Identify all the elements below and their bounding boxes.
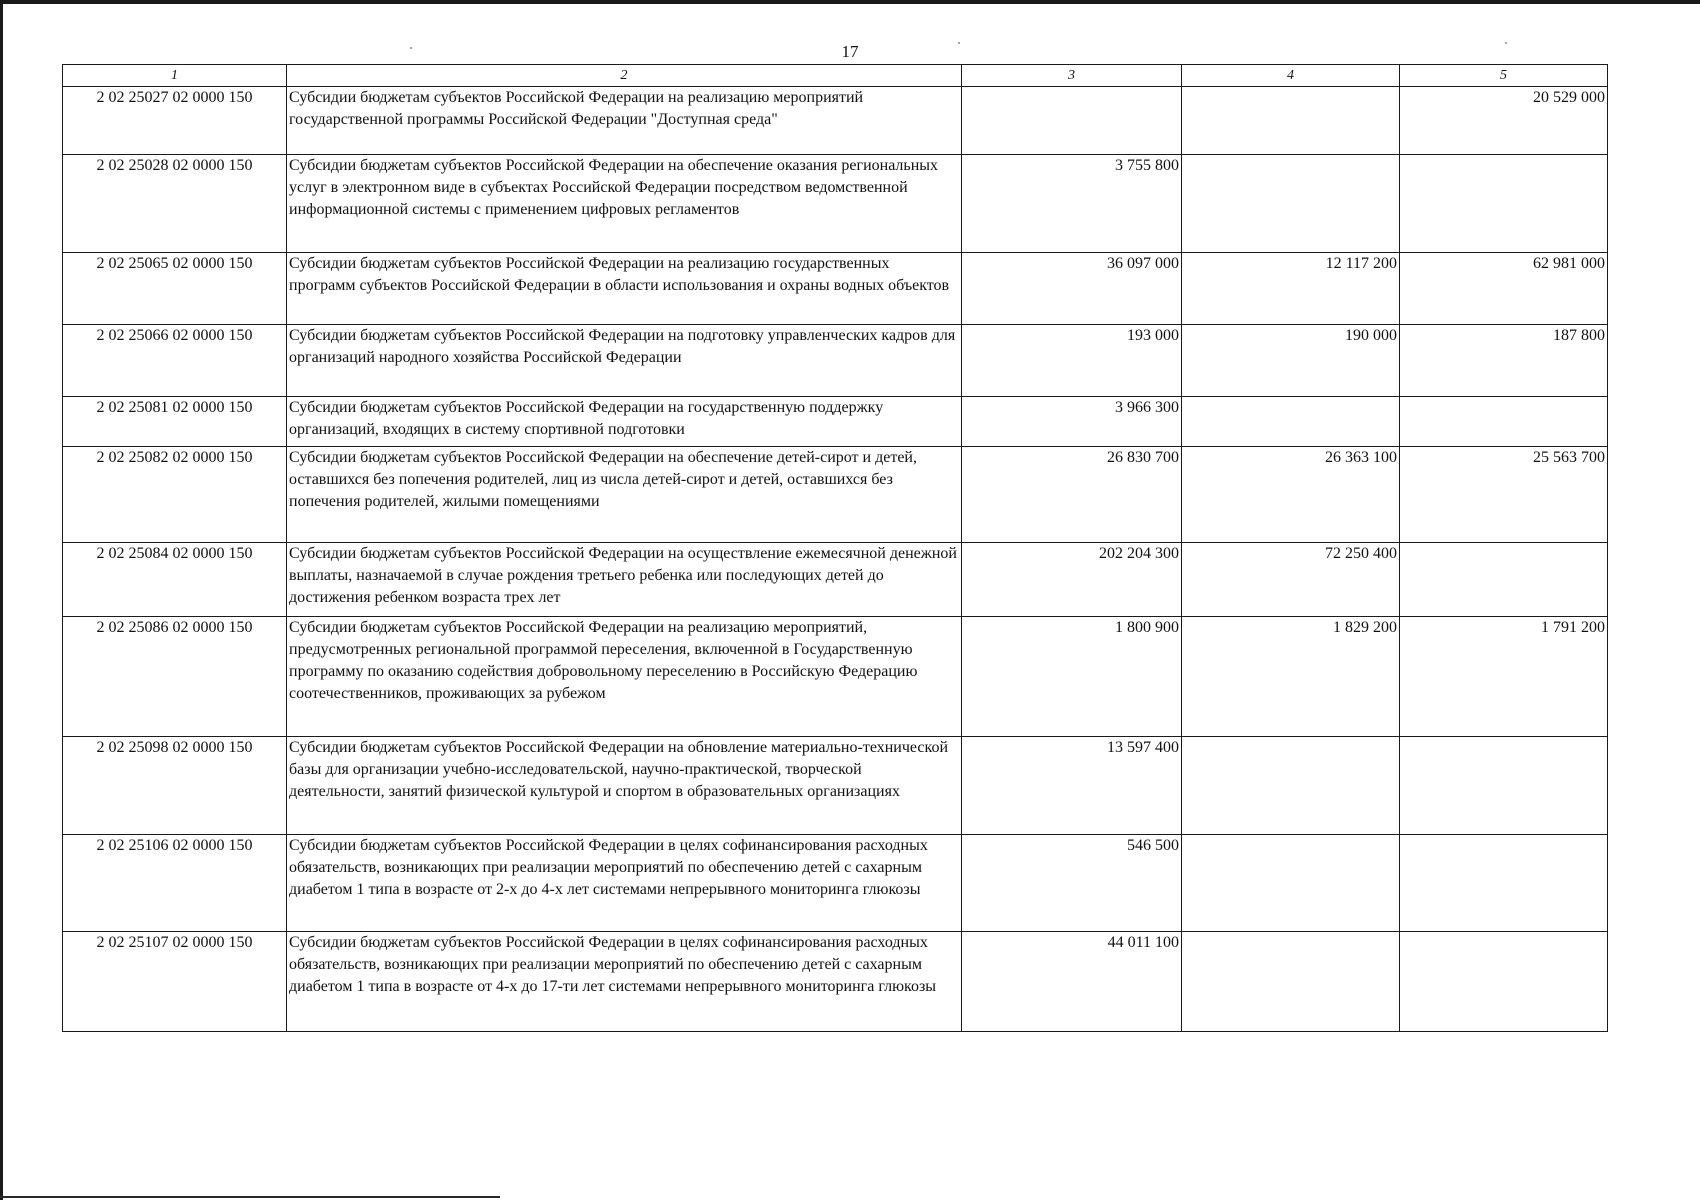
page-number: 17 (841, 42, 859, 61)
header-col-5: 5 (1400, 65, 1608, 87)
budget-code: 2 02 25106 02 0000 150 (63, 835, 287, 932)
amount-col-3: 26 830 700 (962, 447, 1182, 543)
header-col-4: 4 (1182, 65, 1400, 87)
amount-col-5 (1400, 737, 1608, 835)
table-row (63, 253, 1608, 325)
amount-col-4: 1 829 200 (1182, 617, 1400, 737)
budget-code: 2 02 25066 02 0000 150 (63, 325, 287, 397)
amount-col-4 (1182, 87, 1400, 155)
amount-col-4: 26 363 100 (1182, 447, 1400, 543)
amount-col-4 (1182, 397, 1400, 447)
budget-code: 2 02 25107 02 0000 150 (63, 932, 287, 1032)
budget-code: 2 02 25027 02 0000 150 (63, 87, 287, 155)
table-row (63, 737, 1608, 835)
scan-speck (958, 42, 960, 44)
row-description: Субсидии бюджетам субъектов Российской Федерации в целях софинансирования расходных обязательств, возникающих при реализации мероприятий по обеспечению детей с сахарным диабетом 1 типа в возрасте от 4-х до 17-ти лет системами непрерывного мониторинга глюкозы (287, 932, 962, 1032)
amount-col-5 (1400, 543, 1608, 617)
amount-col-5: 1 791 200 (1400, 617, 1608, 737)
budget-code: 2 02 25028 02 0000 150 (63, 155, 287, 253)
amount-col-5: 62 981 000 (1400, 253, 1608, 325)
header-col-1: 1 (63, 65, 287, 87)
row-description: Субсидии бюджетам субъектов Российской Федерации на обеспечение оказания региональных услуг в электронном виде в субъектах Российской Федерации посредством ведомственной информационной системы с применением цифровых регламентов (287, 155, 962, 253)
budget-code: 2 02 25098 02 0000 150 (63, 737, 287, 835)
scan-speck (1505, 42, 1507, 44)
amount-col-3: 3 966 300 (962, 397, 1182, 447)
budget-code: 2 02 25084 02 0000 150 (63, 543, 287, 617)
row-description: Субсидии бюджетам субъектов Российской Федерации на обновление материально-технической базы для организации учебно-исследовательской, научно-практической, творческой деятельности, занятий физической культурой и спортом в образовательных организациях (287, 737, 962, 835)
scan-edge-bottom (0, 1196, 500, 1198)
amount-col-3: 3 755 800 (962, 155, 1182, 253)
table-row (63, 617, 1608, 737)
amount-col-4: 72 250 400 (1182, 543, 1400, 617)
row-description: Субсидии бюджетам субъектов Российской Федерации на реализацию мероприятий государственной программы Российской Федерации "Доступная среда" (287, 87, 962, 155)
scan-edge-left (0, 0, 3, 1200)
amount-col-5 (1400, 932, 1608, 1032)
amount-col-5 (1400, 155, 1608, 253)
amount-col-5: 20 529 000 (1400, 87, 1608, 155)
table-row (63, 87, 1608, 155)
amount-col-4 (1182, 835, 1400, 932)
table-row (63, 397, 1608, 447)
amount-col-3: 44 011 100 (962, 932, 1182, 1032)
budget-code: 2 02 25086 02 0000 150 (63, 617, 287, 737)
scan-speck (410, 47, 412, 49)
amount-col-5: 187 800 (1400, 325, 1608, 397)
row-description: Субсидии бюджетам субъектов Российской Федерации на государственную поддержку организаций, входящих в систему спортивной подготовки (287, 397, 962, 447)
header-col-3: 3 (962, 65, 1182, 87)
table-row (63, 932, 1608, 1032)
row-description: Субсидии бюджетам субъектов Российской Федерации на осуществление ежемесячной денежной выплаты, назначаемой в случае рождения третьего ребенка или последующих детей до достижения ребенком возраста трех лет (287, 543, 962, 617)
amount-col-3: 193 000 (962, 325, 1182, 397)
amount-col-3 (962, 87, 1182, 155)
budget-code: 2 02 25081 02 0000 150 (63, 397, 287, 447)
amount-col-3: 1 800 900 (962, 617, 1182, 737)
table-row (63, 325, 1608, 397)
amount-col-3: 202 204 300 (962, 543, 1182, 617)
table-row (63, 155, 1608, 253)
amount-col-3: 546 500 (962, 835, 1182, 932)
scan-edge-top (0, 0, 1700, 4)
table-row (63, 835, 1608, 932)
header-row (63, 65, 1608, 87)
table-body (63, 87, 1608, 1032)
row-description: Субсидии бюджетам субъектов Российской Федерации на реализацию мероприятий, предусмотренных региональной программой переселения, включенной в Государственную программу по оказанию содействия добровольному переселению в Российскую Федерацию соотечественников, проживающих за рубежом (287, 617, 962, 737)
amount-col-5 (1400, 397, 1608, 447)
table-row (63, 543, 1608, 617)
row-description: Субсидии бюджетам субъектов Российской Федерации в целях софинансирования расходных обязательств, возникающих при реализации мероприятий по обеспечению детей с сахарным диабетом 1 типа в возрасте от 2-х до 4-х лет системами непрерывного мониторинга глюкозы (287, 835, 962, 932)
header-col-2: 2 (287, 65, 962, 87)
budget-code: 2 02 25082 02 0000 150 (63, 447, 287, 543)
amount-col-4 (1182, 155, 1400, 253)
amount-col-4 (1182, 737, 1400, 835)
amount-col-4: 190 000 (1182, 325, 1400, 397)
row-description: Субсидии бюджетам субъектов Российской Федерации на подготовку управленческих кадров для организаций народного хозяйства Российской Федерации (287, 325, 962, 397)
row-description: Субсидии бюджетам субъектов Российской Федерации на обеспечение детей-сирот и детей, оставшихся без попечения родителей, лиц из числа детей-сирот и детей, оставшихся без попечения родителей, жилыми помещениями (287, 447, 962, 543)
amount-col-5: 25 563 700 (1400, 447, 1608, 543)
amount-col-3: 36 097 000 (962, 253, 1182, 325)
amount-col-3: 13 597 400 (962, 737, 1182, 835)
amount-col-4: 12 117 200 (1182, 253, 1400, 325)
table-row (63, 447, 1608, 543)
row-description: Субсидии бюджетам субъектов Российской Федерации на реализацию государственных программ субъектов Российской Федерации в области использования и охраны водных объектов (287, 253, 962, 325)
amount-col-4 (1182, 932, 1400, 1032)
budget-code: 2 02 25065 02 0000 150 (63, 253, 287, 325)
budget-table (62, 64, 1608, 1032)
table-header (63, 65, 1608, 87)
amount-col-5 (1400, 835, 1608, 932)
